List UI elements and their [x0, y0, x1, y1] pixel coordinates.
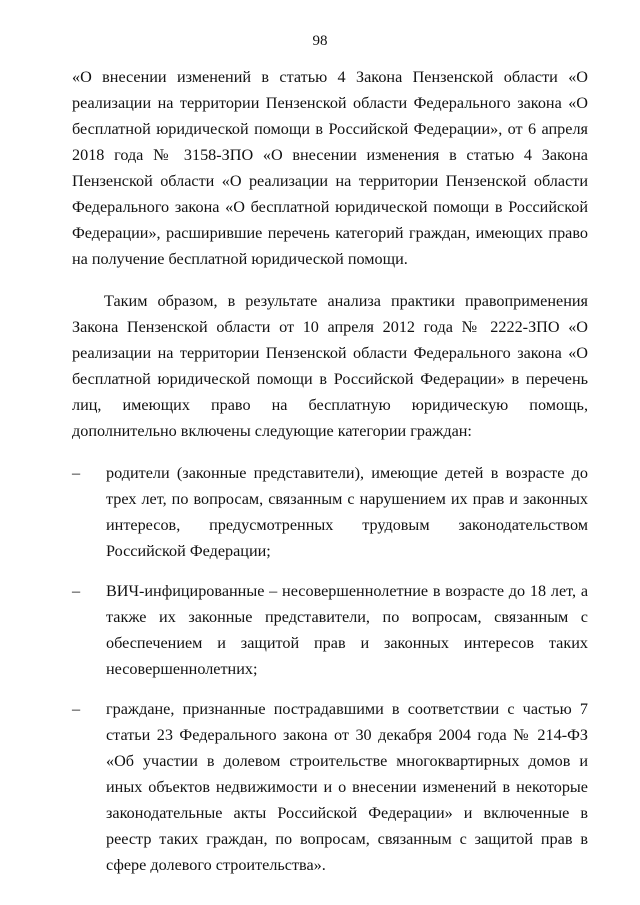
dash-bullet: – — [72, 700, 81, 718]
paragraph-summary: Таким образом, в результате анализа практики правоприменения Закона Пензенской области от 10 апреля 2012 года № 2222-ЗПО «О реализации на территории Пензенской области Федерального закона «О бесплатной юридической помощи в Российской Федерации» в перечень лиц, имеющих право на бесплатную юридическую помощь, дополнительно включены следующие категории граждан: — [72, 292, 588, 440]
paragraph-continuation: «О внесении изменений в статью 4 Закона Пензенской области «О реализации на территории Пензенской области Федерального закона «О бесплатной юридической помощи в Российской Федерации», от 6 апреля 2018 года № 3158-ЗПО «О внесении изменения в статью 4 Закона Пензенской области «О реализации на территории Пензенской области Федерального закона «О бесплатной юридической помощи в Российской Федерации», расширившие перечень категорий граждан, имеющих право на получение бесплатной юридической помощи. — [72, 68, 588, 268]
dash-bullet: – — [72, 464, 81, 482]
list-item — [72, 460, 588, 564]
list-item-text: родители (законные представители), имеющие детей в возрасте до трех лет, по вопросам, связанным с нарушением их прав и законных интересов, предусмотренных трудовым законодательством Российской Федерации; — [106, 464, 588, 560]
document-body — [72, 64, 588, 892]
list-item — [72, 696, 588, 878]
list-item-text: ВИЧ-инфицированные – несовершеннолетние в возрасте до 18 лет, а также их законные представители, по вопросам, связанным с обеспечением и защитой прав и законных интересов таких несовершеннолетних; — [106, 582, 588, 678]
page-number: 98 — [312, 33, 328, 49]
list-item — [72, 578, 588, 682]
dash-bullet: – — [72, 582, 81, 600]
category-list — [72, 460, 588, 878]
list-item-text: граждане, признанные пострадавшими в соответствии с частью 7 статьи 23 Федерального закона от 30 декабря 2004 года № 214-ФЗ «Об участии в долевом строительстве многоквартирных домов и иных объектов недвижимости и о внесении изменений в некоторые законодательные акты Российской Федерации» и включенные в реестр таких граждан, по вопросам, связанным с защитой прав в сфере долевого строительства». — [106, 700, 588, 874]
